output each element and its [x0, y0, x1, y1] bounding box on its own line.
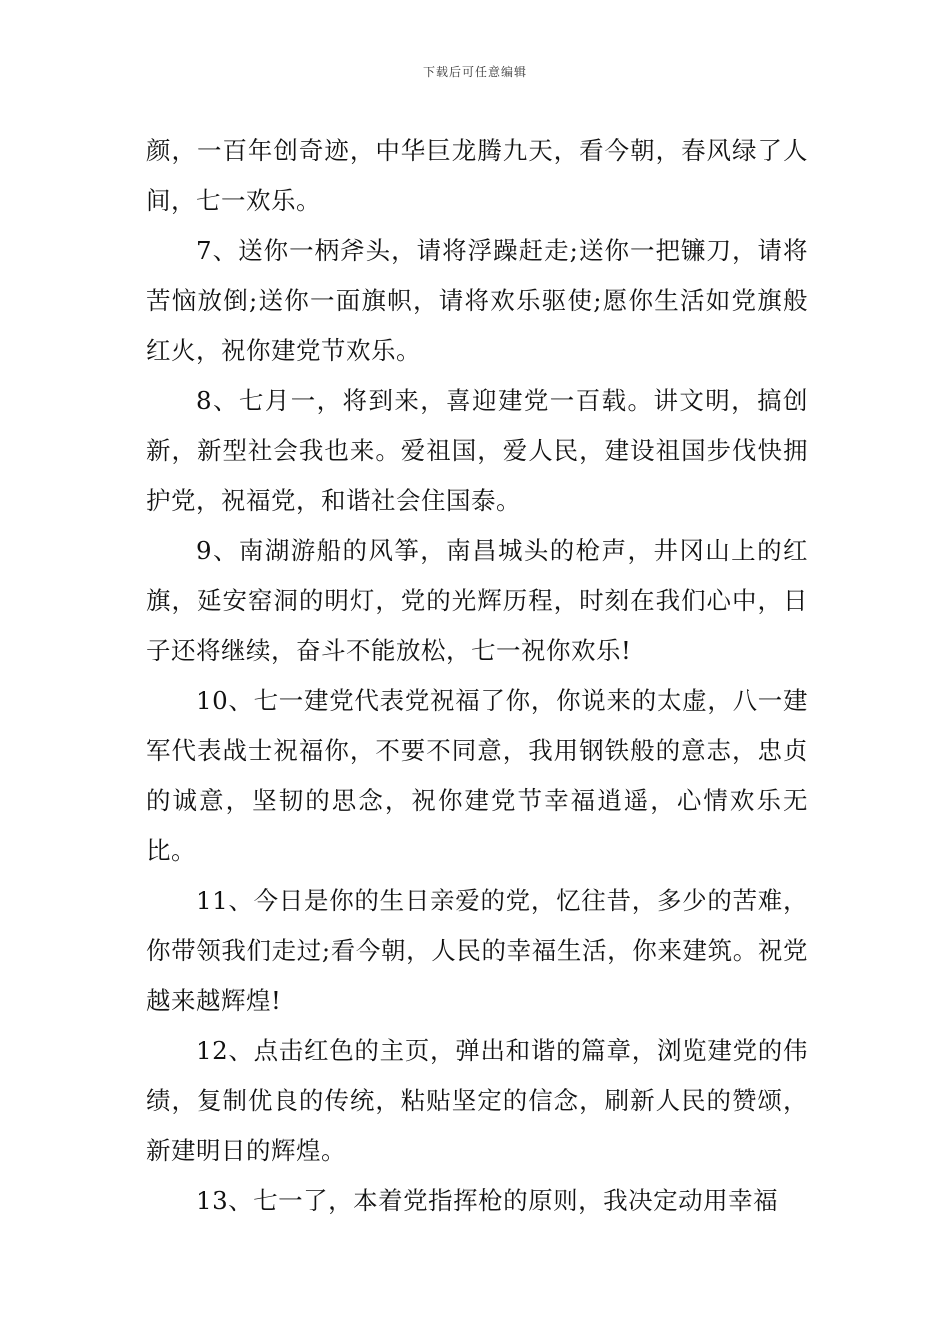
paragraph: 9、南湖游船的风筝，南昌城头的枪声，井冈山上的红旗，延安窑洞的明灯，党的光辉历程，时刻在我们心中，日子还将继续，奋斗不能放松，七一祝你欢乐! — [146, 536, 808, 665]
page-header: 下载后可任意编辑 — [422, 65, 527, 79]
paragraph: 颜，一百年创奇迹，中华巨龙腾九天，看今朝，春风绿了人间，七一欢乐。 — [146, 136, 808, 215]
paragraph: 11、今日是你的生日亲爱的党，忆往昔，多少的苦难，你带领我们走过;看今朝，人民的幸福生活，你来建筑。祝党越来越辉煌! — [146, 886, 808, 1015]
paragraph: 10、七一建党代表党祝福了你，你说来的太虚，八一建军代表战士祝福你，不要不同意，我用钢铁般的意志，忠贞的诚意，坚韧的思念，祝你建党节幸福逍遥，心情欢乐无比。 — [146, 686, 808, 865]
document-body — [146, 126, 808, 1226]
paragraph: 8、七月一，将到来，喜迎建党一百载。讲文明，搞创新，新型社会我也来。爱祖国，爱人民，建设祖国步伐快拥护党，祝福党，和谐社会住国泰。 — [146, 386, 808, 515]
paragraph: 13、七一了，本着党指挥枪的原则，我决定动用幸福 — [196, 1186, 779, 1215]
paragraph: 7、送你一柄斧头，请将浮躁赶走;送你一把镰刀，请将苦恼放倒;送你一面旗帜，请将欢乐驱使;愿你生活如党旗般红火，祝你建党节欢乐。 — [146, 236, 808, 365]
paragraph: 12、点击红色的主页，弹出和谐的篇章，浏览建党的伟绩，复制优良的传统，粘贴坚定的信念，刷新人民的赞颂，新建明日的辉煌。 — [146, 1036, 808, 1165]
